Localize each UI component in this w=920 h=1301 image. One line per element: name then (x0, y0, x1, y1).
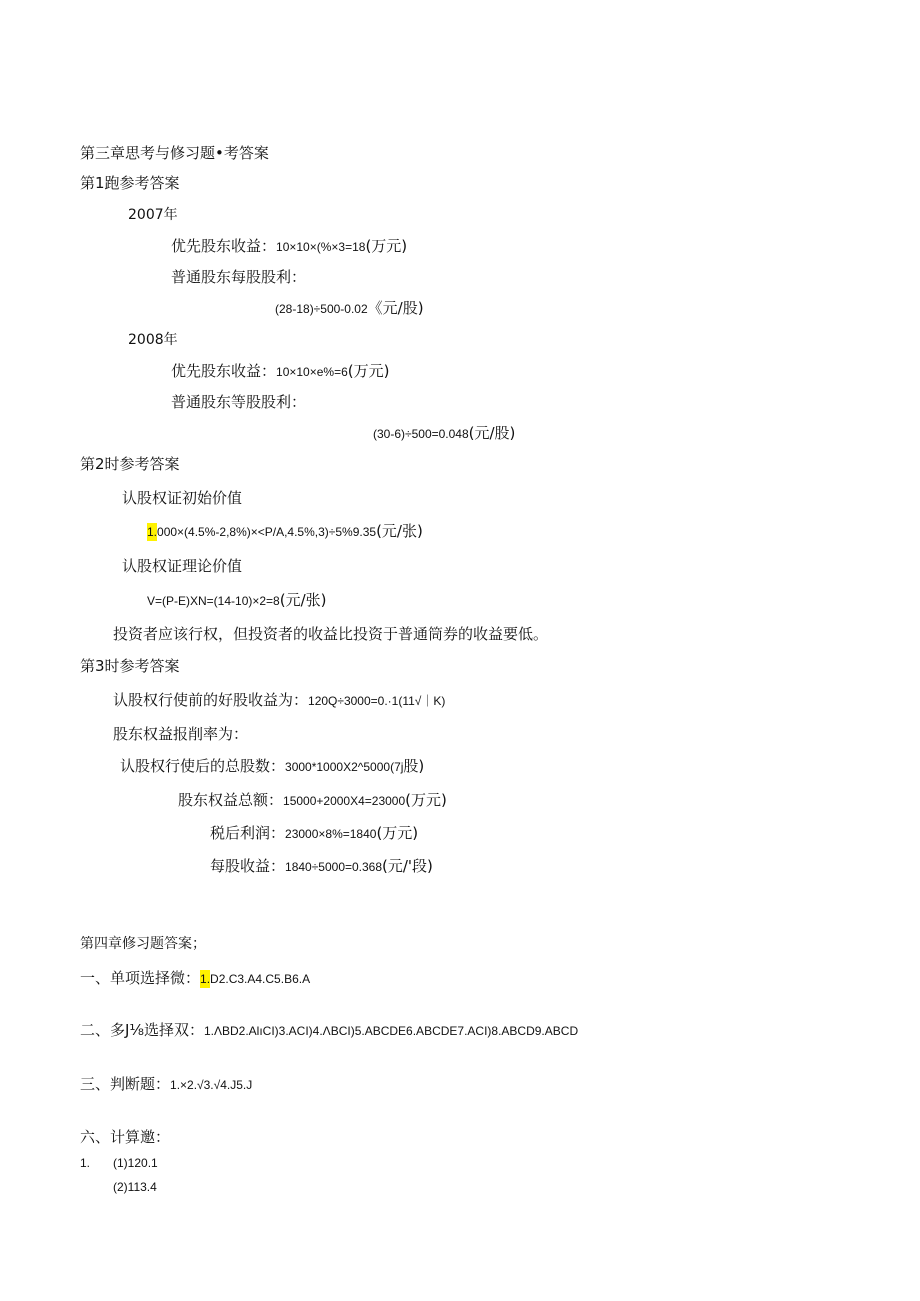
eps-before-exercise (113, 693, 445, 708)
answers: D2.C3.A4.C5.B6.A (210, 972, 311, 986)
label: 二、多J⅛选择双： (80, 1021, 204, 1039)
unit: (元/张) (376, 522, 423, 540)
unit: (元/'段) (382, 857, 433, 875)
answers: 1.×2.√3.√4.J5.J (170, 1078, 253, 1092)
formula: 3000*1000X2^5000(7j (285, 760, 404, 774)
unit: (元/股) (468, 424, 516, 442)
formula: (28-18)÷500-0.02 (275, 302, 368, 316)
label: 税后利润： (210, 824, 286, 842)
chapter3-title: 第三章思考与修习题•考答案 (80, 144, 269, 162)
answers: 1.ΛBD2.AlıCI)3.ACI)4.ΛBCI)5.ABCDE6.ABCDE7.ACI)8.ABCD9.ABCD (203, 1024, 579, 1038)
label: 股东权益总额： (178, 791, 284, 809)
pref-income-2008 (171, 364, 389, 379)
warrant-theory-value (147, 593, 327, 608)
formula: 120Q÷3000=0.·1(11√｜K) (308, 694, 446, 708)
total-equity (178, 793, 447, 808)
single-choice-answers (80, 970, 310, 988)
common-dividend-2008 (373, 426, 515, 441)
common-dividend-2007 (275, 301, 424, 316)
calc-label: 六、计算邀： (80, 1128, 171, 1146)
year-2007: 2007年 (128, 207, 178, 223)
warrant-theory-label: 认股权证理论价值 (122, 557, 243, 575)
unit: 股) (403, 757, 425, 775)
label: 三、判断题： (80, 1075, 171, 1093)
pref-income-label: 优先股东收益： (171, 362, 277, 380)
common-dividend-label-2008: 普通股东等股股利： (171, 393, 307, 411)
q3-heading: 第3时参考答案 (80, 657, 180, 675)
common-dividend-label-2007: 普通股东每股股利： (171, 268, 307, 286)
chapter4-title: 第四章修习题答案； (80, 936, 206, 952)
calc-answer-1: (1)120.1 (113, 1156, 158, 1170)
investor-conclusion: 投资者应该行权，但投资者的收益比投资于普通筒券的收益要低。 (113, 625, 549, 643)
true-false-answers (80, 1077, 252, 1092)
pref-income-label: 优先股东收益： (171, 237, 277, 255)
formula: 000×(4.5%-2,8%)×<P/A,4.5%,3)÷5%9.35 (157, 525, 377, 539)
pref-income-formula: 10×10×(%×3=18 (276, 240, 366, 254)
after-tax-profit (210, 826, 418, 841)
highlighted-number: 1. (200, 972, 211, 986)
calc-item-number: 1. (80, 1156, 91, 1170)
year-2008: 2008年 (128, 332, 178, 348)
warrant-initial-value (147, 523, 423, 541)
formula: (30-6)÷500=0.048 (373, 427, 469, 441)
q2-heading: 第2时参考答案 (80, 455, 180, 473)
label: 认股权行使后的总股数： (120, 757, 286, 775)
label: 每股收益： (210, 857, 286, 875)
pref-income-2007 (171, 239, 407, 254)
label: 认股权行使前的好股收益为： (113, 691, 309, 709)
highlighted-number: 1. (147, 525, 158, 539)
unit: (万元) (365, 237, 408, 255)
unit: (万元) (347, 362, 390, 380)
q1-heading: 第1跑参考答案 (80, 174, 180, 192)
calc-answer-2: (2)113.4 (113, 1180, 157, 1194)
unit: (万元) (405, 791, 447, 809)
unit: 《元/股) (367, 299, 424, 317)
unit: (万元) (376, 824, 419, 842)
unit: (元/张) (279, 591, 327, 609)
formula: 23000×8%=1840 (285, 827, 377, 841)
formula: V=(P-E)XN=(14-10)×2=8 (147, 594, 280, 608)
label: 一、单项选择微： (80, 969, 201, 987)
total-shares (120, 759, 424, 774)
multiple-choice-answers (80, 1023, 578, 1038)
formula: 15000+2000X4=23000 (283, 794, 406, 808)
warrant-initial-label: 认股权证初始价值 (122, 489, 243, 507)
dilution-label: 股东权益报削率为： (113, 725, 249, 743)
earnings-per-share (210, 859, 433, 874)
formula: 1840÷5000=0.368 (285, 860, 383, 874)
pref-income-formula: 10×10×e%=6 (276, 365, 348, 379)
